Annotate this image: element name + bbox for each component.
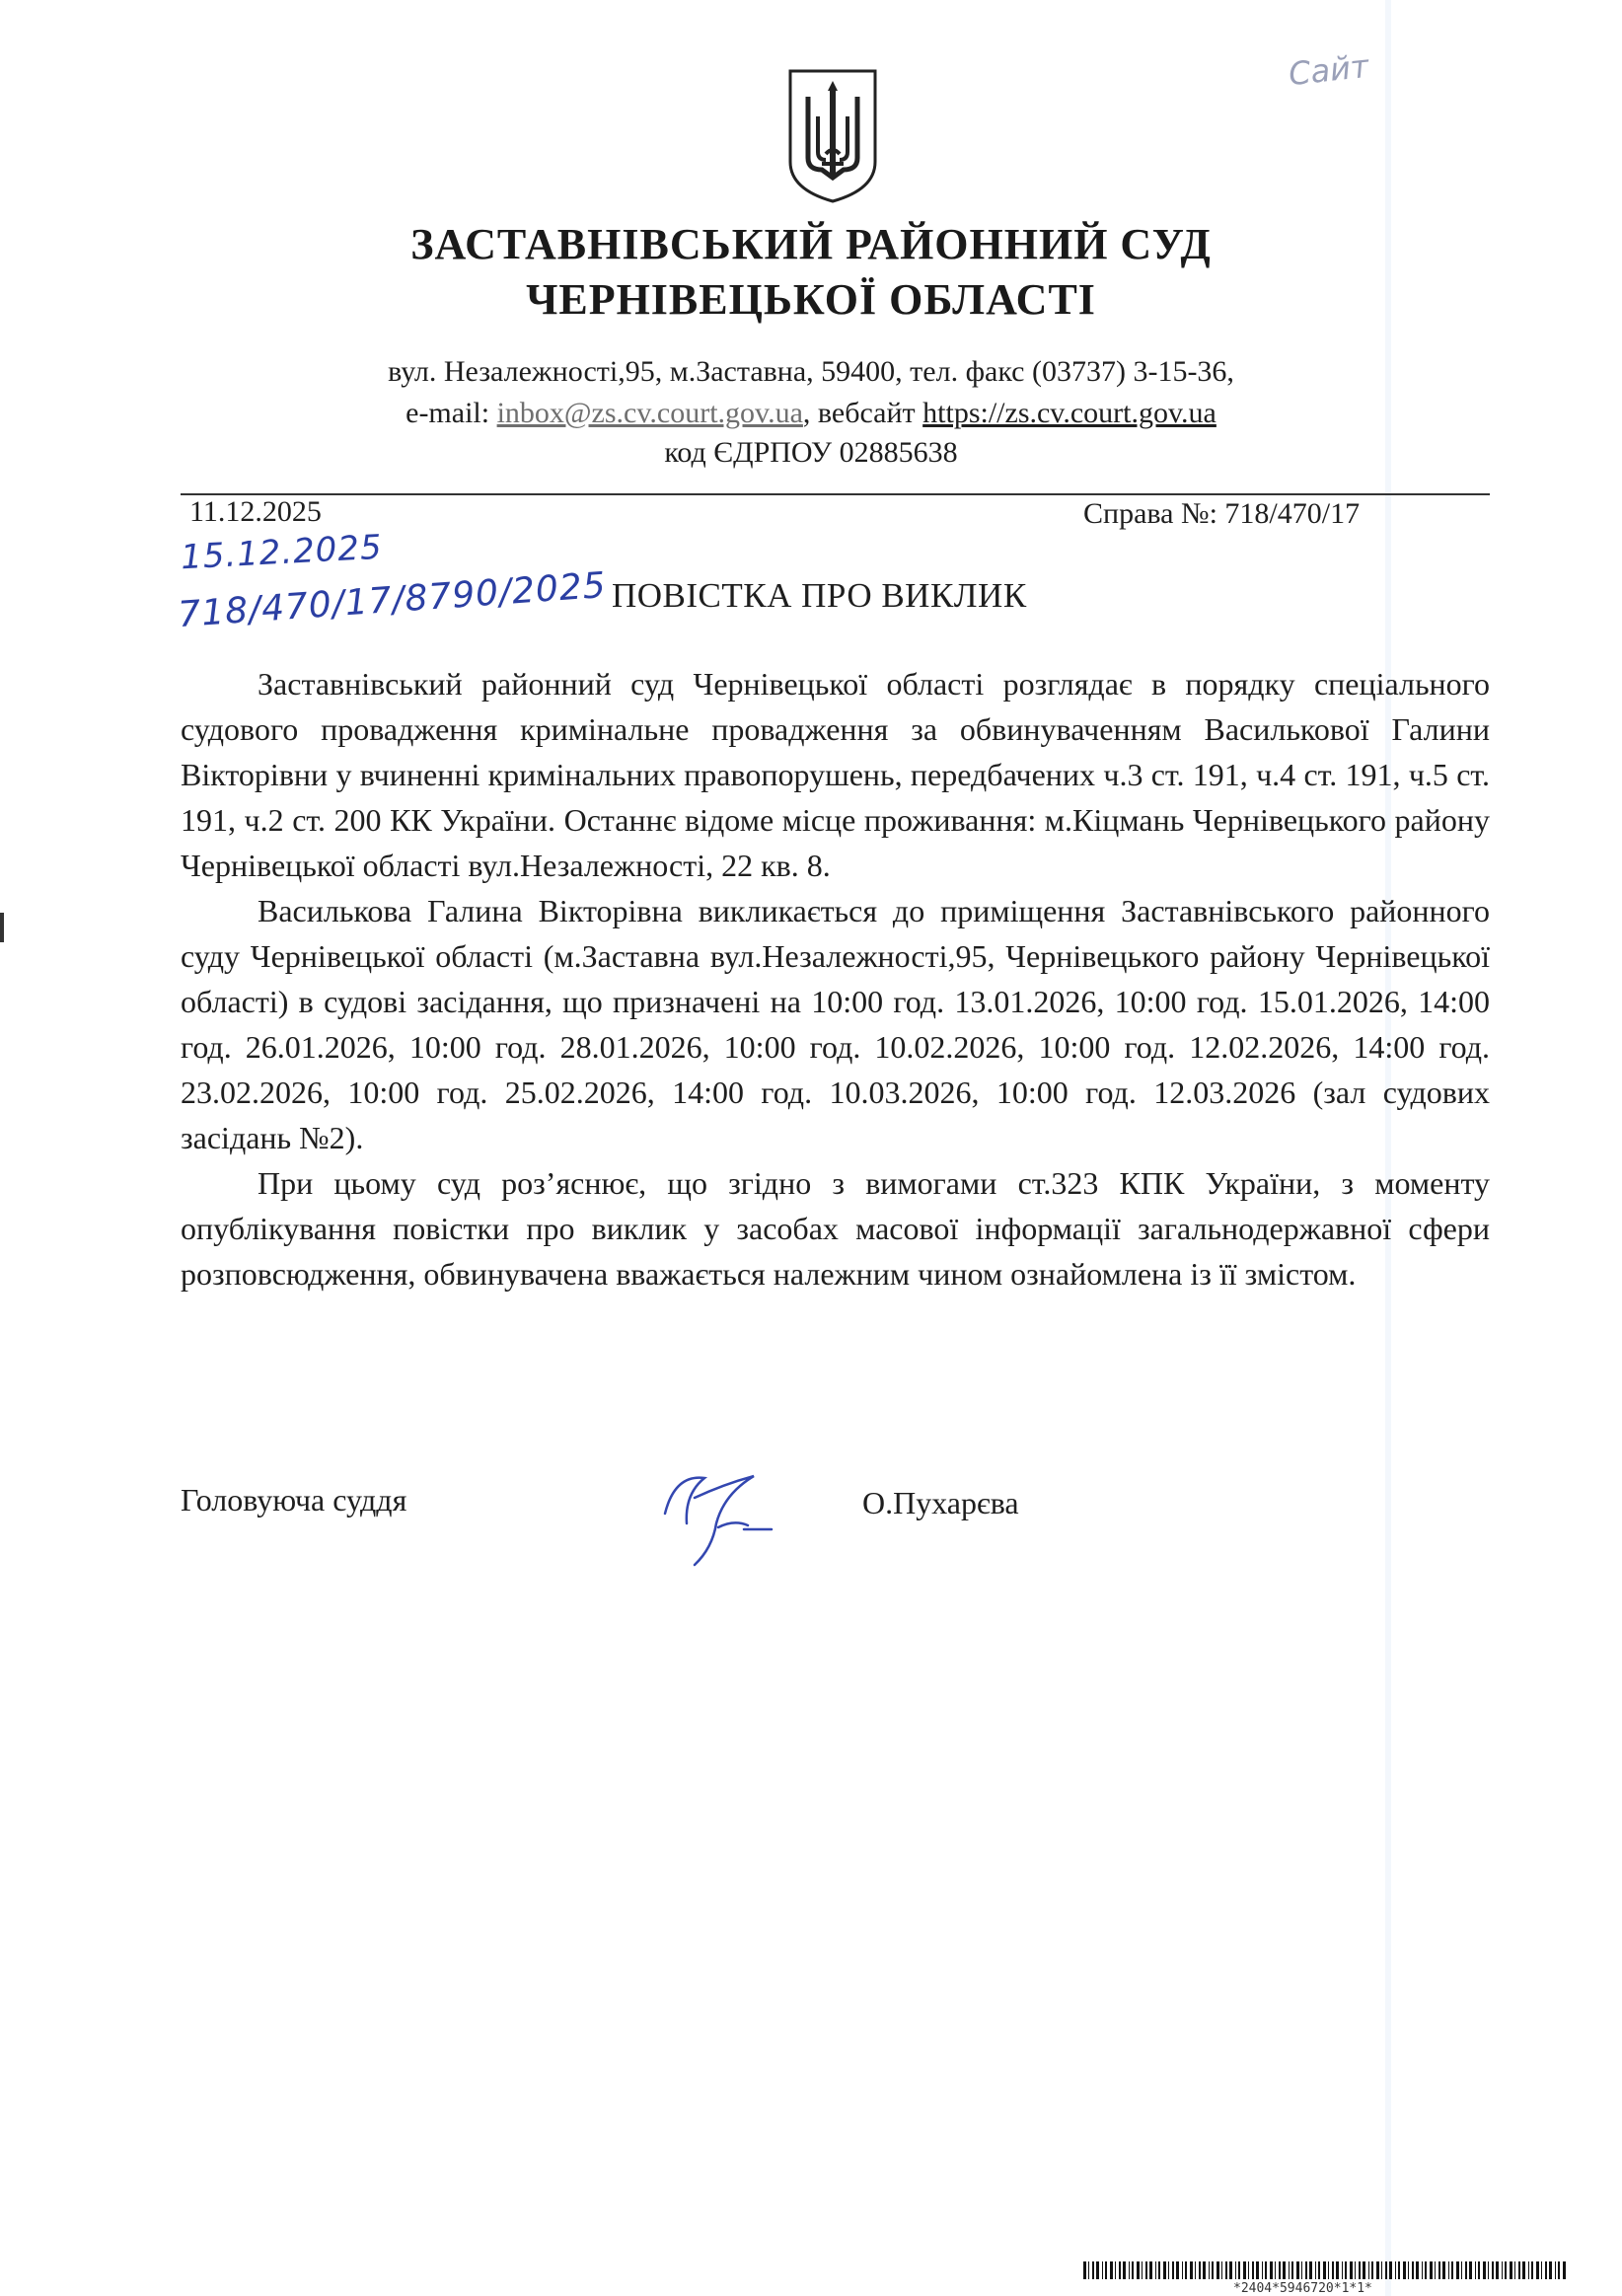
barcode-bar <box>1336 2261 1339 2279</box>
barcode-text: *2404*5946720*1*1* <box>1233 2281 1372 2296</box>
barcode-bar <box>1425 2261 1427 2279</box>
court-name-line1: ЗАСТАВНІВСЬКИЙ РАЙОННИЙ СУД <box>410 220 1212 268</box>
barcode-bar <box>1172 2261 1174 2279</box>
barcode-bar <box>1265 2261 1267 2279</box>
handwritten-signature <box>655 1454 793 1573</box>
header-divider <box>181 493 1490 495</box>
barcode-bar <box>1238 2261 1240 2279</box>
barcode-bar <box>1385 2261 1387 2279</box>
barcode-bar <box>1221 2261 1222 2279</box>
barcode-bar <box>1430 2261 1433 2279</box>
barcode-bar <box>1318 2261 1320 2279</box>
barcode-bar <box>1315 2261 1316 2279</box>
paragraph-case-description: Заставнівський районний суд Чернівецької області розглядає в порядку спеціального судового провадження кримінальне провадження за обвинуваченням Василькової Галини Вікторівни у вчиненні кримінальних правопорушень, передбачених ч.3 ст. 191, ч.4 ст. 191, ч.5 ст. 191, ч.2 ст. 200 КК України. Останнє відоме місце проживання: м.Кіцмань Чернівецького району Чернівецької області вул.Незалежності, 22 кв. 8. <box>181 666 1490 883</box>
barcode-bar <box>1092 2261 1094 2279</box>
barcode-bar <box>1182 2261 1183 2279</box>
barcode-bar <box>1451 2261 1453 2279</box>
barcode-bar <box>1132 2261 1134 2279</box>
barcode-bar <box>1381 2261 1382 2279</box>
barcode-bar <box>1129 2261 1130 2279</box>
signer-name: О.Пухарєва <box>862 1485 1019 1520</box>
coat-of-arms-icon <box>786 67 879 205</box>
barcode-bar <box>1545 2261 1547 2279</box>
barcode-bar <box>1368 2261 1369 2279</box>
paragraph-legal-notice: При цьому суд роз’яснює, що згідно з вимогами ст.323 КПК України, з моменту опублікування повістки про виклик у засобах масової інформації загальнодержавної сфери розповсюдження, обвинувачена вважається належним чином ознайомлена із її змістом. <box>181 1165 1490 1292</box>
barcode-bar <box>1461 2261 1462 2279</box>
barcode-bar <box>1168 2261 1169 2279</box>
barcode-bar <box>1083 2261 1086 2279</box>
handwritten-date: 15.12.2025 <box>180 527 384 578</box>
barcode-bar <box>1541 2261 1542 2279</box>
barcode-bar <box>1212 2261 1214 2279</box>
barcode-bar <box>1448 2261 1449 2279</box>
barcode-bar <box>1149 2261 1152 2279</box>
barcode-bar <box>1105 2261 1107 2279</box>
barcode-bar <box>1531 2261 1533 2279</box>
barcode-bar <box>1279 2261 1281 2279</box>
court-contacts <box>0 393 1622 434</box>
barcode-bar <box>1190 2261 1193 2279</box>
handwritten-corner-note: Сайт <box>1287 46 1371 94</box>
signer-role: Головуюча суддя <box>181 1482 407 1518</box>
barcode-bar <box>1363 2261 1365 2279</box>
barcode-bar <box>1442 2261 1445 2279</box>
barcode-bar <box>1522 2261 1525 2279</box>
barcode-bar <box>1283 2261 1286 2279</box>
barcode-bar <box>1483 2261 1486 2279</box>
court-address: вул. Незалежності,95, м.Заставна, 59400, тел. факс (03737) 3-15-36, <box>388 355 1234 388</box>
barcode-bar <box>1389 2261 1392 2279</box>
barcode-bar <box>1549 2261 1552 2279</box>
document-body <box>181 661 1490 1296</box>
barcode-bar <box>1510 2261 1512 2279</box>
barcode-bar <box>1110 2261 1113 2279</box>
barcode-bar <box>1225 2261 1227 2279</box>
case-number: Справа №: 718/470/17 <box>1083 497 1361 530</box>
barcode-bar <box>1323 2261 1326 2279</box>
barcode-bar <box>1235 2261 1236 2279</box>
barcode-bar <box>1355 2261 1356 2279</box>
barcode-bar <box>1256 2261 1259 2279</box>
email-link[interactable]: inbox@zs.cv.court.gov.ua <box>496 397 803 429</box>
barcode-bar <box>1416 2261 1419 2279</box>
barcode-bar <box>1088 2261 1089 2279</box>
barcode-bar <box>1438 2261 1440 2279</box>
barcode-bar <box>1478 2261 1480 2279</box>
barcode-bar <box>1229 2261 1232 2279</box>
barcode-bar <box>1158 2261 1160 2279</box>
barcode-bar <box>1528 2261 1529 2279</box>
scan-edge-mark <box>0 913 4 942</box>
barcode-bar <box>1558 2261 1560 2279</box>
document-date: 11.12.2025 <box>189 495 322 528</box>
barcode-bar <box>1270 2261 1273 2279</box>
barcode-bar <box>1115 2261 1116 2279</box>
barcode-bar <box>1555 2261 1556 2279</box>
barcode-bar <box>1514 2261 1515 2279</box>
barcode-bar <box>1123 2261 1126 2279</box>
paragraph-summons-schedule: Василькова Галина Вікторівна викликається до приміщення Заставнівського районного суду Чернівецької області (м.Заставна вул.Незалежності,95, Чернівецького району Чернівецької області) в судові засідання, що призначені на 10:00 год. 13.01.2026, 10:00 год. 15.01.2026, 14:00 год. 26.01.2026, 10:00 год. 28.01.2026, 10:00 год. 10.02.2026, 10:00 год. 12.02.2026, 14:00 год. 23.02.2026, 10:00 год. 25.02.2026, 14:00 год. 10.03.2026, 10:00 год. 12.03.2026 (зал судових засідань №2). <box>181 893 1490 1155</box>
edrpou-code: код ЄДРПОУ 02885638 <box>664 436 958 469</box>
barcode-bar <box>1408 2261 1409 2279</box>
barcode-bar <box>1465 2261 1467 2279</box>
barcode-bar <box>1496 2261 1499 2279</box>
barcode-bar <box>1096 2261 1099 2279</box>
document-heading: ПОВІСТКА ПРО ВИКЛИК <box>612 576 1027 615</box>
barcode-bar <box>1291 2261 1293 2279</box>
website-link[interactable]: https://zs.cv.court.gov.ua <box>922 397 1216 429</box>
barcode-bar <box>1262 2261 1263 2279</box>
website-label: , вебсайт <box>802 397 923 429</box>
barcode-bar <box>1163 2261 1166 2279</box>
barcode-bar <box>1492 2261 1494 2279</box>
barcode-bar <box>1342 2261 1343 2279</box>
barcode <box>1083 2261 1567 2279</box>
barcode-bar <box>1119 2261 1121 2279</box>
barcode-bar <box>1536 2261 1539 2279</box>
barcode-bar <box>1309 2261 1312 2279</box>
barcode-bar <box>1345 2261 1347 2279</box>
barcode-bar <box>1145 2261 1147 2279</box>
barcode-bar <box>1359 2261 1361 2279</box>
barcode-bar <box>1371 2261 1373 2279</box>
email-label: e-mail: <box>406 397 497 429</box>
handwritten-registration-number: 718/470/17/8790/2025 <box>177 564 608 636</box>
barcode-bar <box>1505 2261 1507 2279</box>
barcode-bar <box>1216 2261 1219 2279</box>
barcode-bar <box>1328 2261 1329 2279</box>
barcode-bar <box>1195 2261 1196 2279</box>
barcode-bar <box>1275 2261 1276 2279</box>
barcode-bar <box>1563 2261 1566 2279</box>
barcode-bar <box>1502 2261 1503 2279</box>
barcode-bar <box>1376 2261 1379 2279</box>
barcode-bar <box>1398 2261 1400 2279</box>
barcode-bar <box>1332 2261 1334 2279</box>
barcode-bar <box>1203 2261 1206 2279</box>
barcode-bar <box>1456 2261 1459 2279</box>
barcode-bar <box>1469 2261 1472 2279</box>
barcode-bar <box>1102 2261 1103 2279</box>
barcode-bar <box>1305 2261 1307 2279</box>
barcode-bar <box>1475 2261 1476 2279</box>
barcode-bar <box>1422 2261 1423 2279</box>
barcode-bar <box>1176 2261 1179 2279</box>
barcode-bar <box>1243 2261 1246 2279</box>
barcode-bar <box>1412 2261 1414 2279</box>
barcode-bar <box>1137 2261 1140 2279</box>
barcode-bar <box>1403 2261 1406 2279</box>
barcode-bar <box>1518 2261 1520 2279</box>
barcode-bar <box>1301 2261 1302 2279</box>
barcode-bar <box>1289 2261 1290 2279</box>
barcode-bar <box>1488 2261 1489 2279</box>
barcode-bar <box>1199 2261 1201 2279</box>
barcode-bar <box>1209 2261 1210 2279</box>
barcode-bar <box>1296 2261 1299 2279</box>
barcode-bar <box>1395 2261 1396 2279</box>
barcode-bar <box>1252 2261 1254 2279</box>
barcode-bar <box>1435 2261 1436 2279</box>
barcode-bar <box>1248 2261 1249 2279</box>
barcode-bar <box>1350 2261 1353 2279</box>
barcode-bar <box>1142 2261 1143 2279</box>
barcode-bar <box>1185 2261 1187 2279</box>
barcode-bar <box>1155 2261 1156 2279</box>
court-name-line2: ЧЕРНІВЕЦЬКОЇ ОБЛАСТІ <box>526 275 1096 324</box>
